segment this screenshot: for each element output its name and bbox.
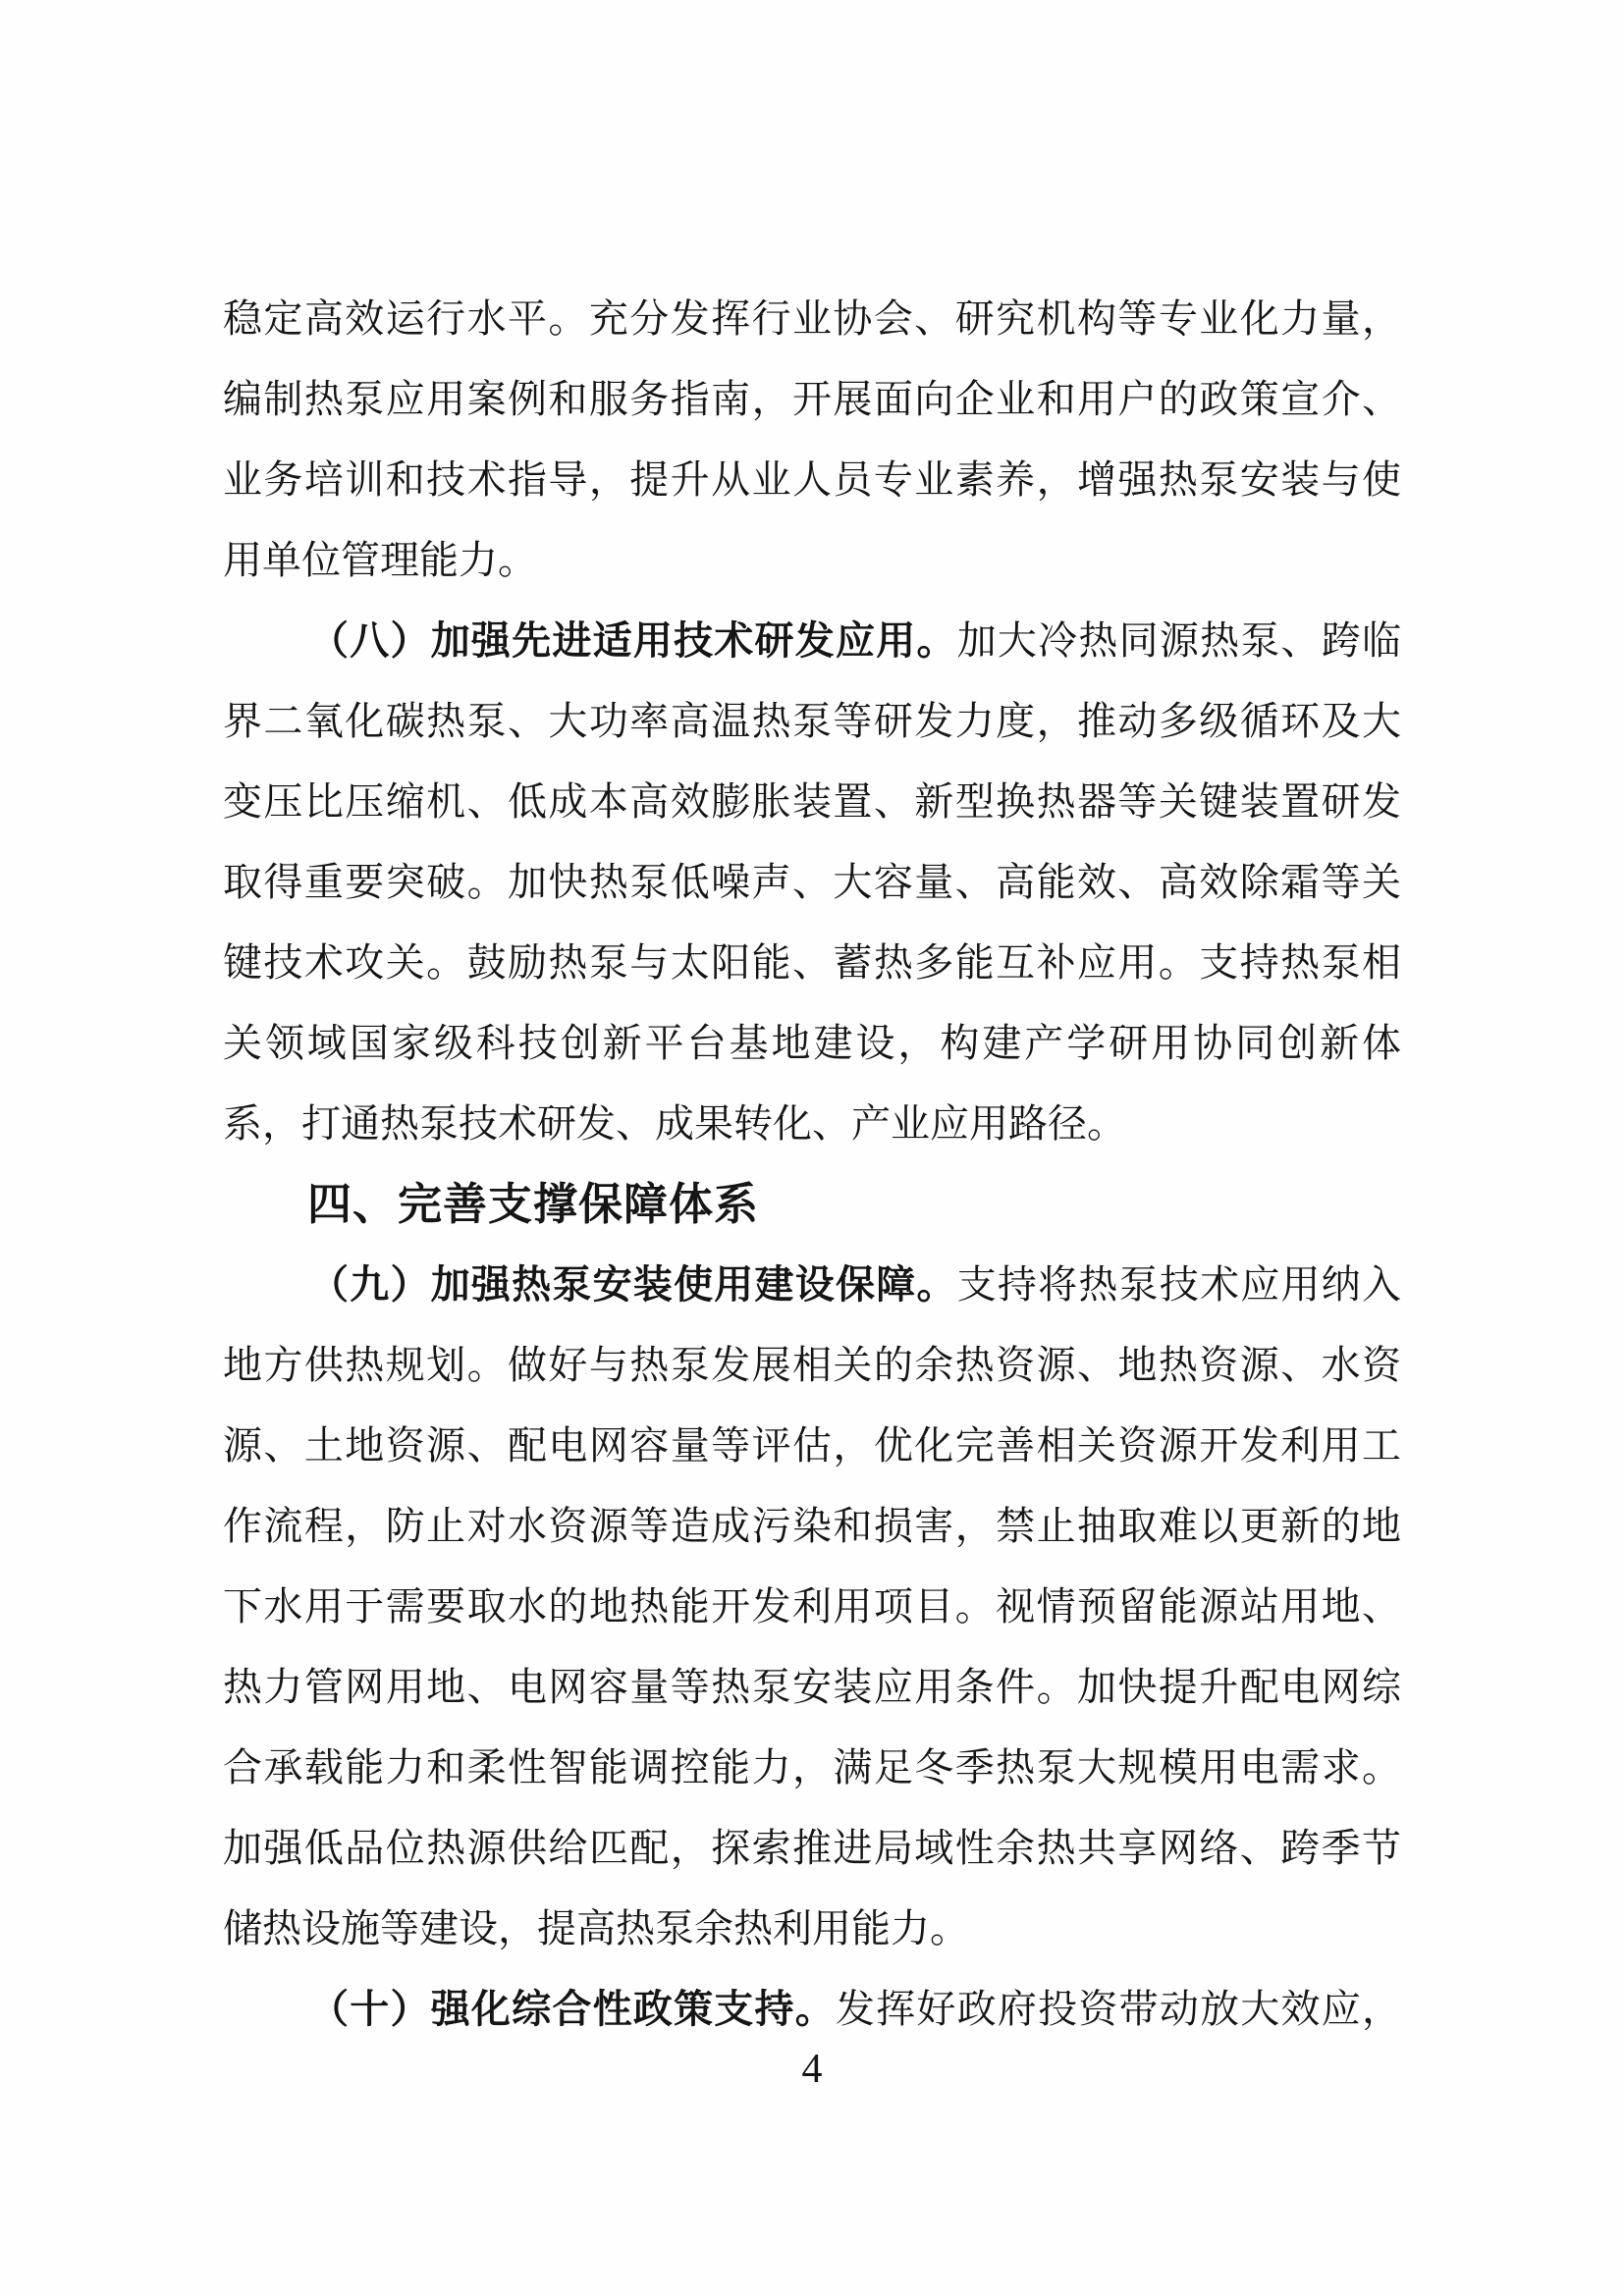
page-number: 4: [801, 2047, 823, 2092]
line-text: 地方供热规划。做好与热泵发展相关的余热资源、地热资源、水资: [223, 1343, 1401, 1387]
text-line: [223, 1969, 1401, 2050]
text-line: [223, 1567, 1401, 1647]
text-line: [223, 279, 1401, 359]
paragraph-lead: （十）强化综合性政策支持。: [309, 1987, 836, 2031]
text-line: [223, 762, 1401, 842]
line-text: 取得重要突破。加快热泵低噪声、大容量、高能效、高效除霜等关: [223, 860, 1401, 904]
line-text: 发挥好政府投资带动放大效应，: [836, 1987, 1401, 2031]
line-text: 热力管网用地、电网容量等热泵安装应用条件。加快提升配电网综: [223, 1665, 1401, 1709]
text-line: [223, 520, 1401, 601]
paragraph-lead: （八）加强先进适用技术研发应用。: [309, 618, 957, 663]
line-text: 用单位管理能力。: [223, 538, 537, 582]
line-text: 关领域国家级科技创新平台基地建设，构建产学研用协同创新体: [223, 1021, 1401, 1065]
section-heading: 四、完善支撑保障体系: [307, 1179, 760, 1229]
line-text: 下水用于需要取水的地热能开发利用项目。视情预留能源站用地、: [223, 1584, 1401, 1629]
line-text: 合承载能力和柔性智能调控能力，满足冬季热泵大规模用电需求。: [223, 1745, 1401, 1789]
line-text: 储热设施等建设，提高热泵余热利用能力。: [223, 1906, 969, 1950]
line-text: 编制热泵应用案例和服务指南，开展面向企业和用户的政策宣介、: [223, 377, 1401, 421]
text-line: [223, 359, 1401, 440]
text-line: [223, 923, 1401, 1003]
line-text: 系，打通热泵技术研发、成果转化、产业应用路径。: [223, 1101, 1126, 1146]
line-text: 变压比压缩机、低成本高效膨胀装置、新型换热器等关键装置研发: [223, 779, 1401, 824]
text-line: [223, 1245, 1401, 1325]
text-line: [223, 1808, 1401, 1889]
text-line: [223, 1406, 1401, 1486]
text-line: [223, 1647, 1401, 1728]
text-line: [223, 681, 1401, 762]
line-text: 界二氧化碳热泵、大功率高温热泵等研发力度，推动多级循环及大: [223, 699, 1401, 743]
text-line: [223, 440, 1401, 520]
line-text: 源、土地资源、配电网容量等评估，优化完善相关资源开发利用工: [223, 1423, 1401, 1468]
text-line: [223, 1889, 1401, 1969]
line-text: 加大冷热同源热泵、跨临: [956, 618, 1402, 663]
line-text: 加强低品位热源供给匹配，探索推进局域性余热共享网络、跨季节: [223, 1826, 1401, 1870]
line-text: 作流程，防止对水资源等造成污染和损害，禁止抽取难以更新的地: [223, 1504, 1401, 1548]
line-text: 支持将热泵技术应用纳入: [956, 1262, 1402, 1307]
text-line: [223, 601, 1401, 681]
line-text: 业务培训和技术指导，提升从业人员专业素养，增强热泵安装与使: [223, 457, 1401, 502]
text-line: [223, 842, 1401, 923]
text-line: [223, 1486, 1401, 1567]
line-text: 键技术攻关。鼓励热泵与太阳能、蓄热多能互补应用。支持热泵相: [223, 940, 1401, 985]
document-body: [223, 279, 1401, 2050]
text-line: [223, 1084, 1401, 1164]
text-line: [223, 1728, 1401, 1808]
text-line: [223, 1325, 1401, 1406]
paragraph-lead: （九）加强热泵安装使用建设保障。: [309, 1262, 957, 1307]
text-line: [223, 1003, 1401, 1084]
line-text: 稳定高效运行水平。充分发挥行业协会、研究机构等专业化力量，: [223, 296, 1401, 341]
